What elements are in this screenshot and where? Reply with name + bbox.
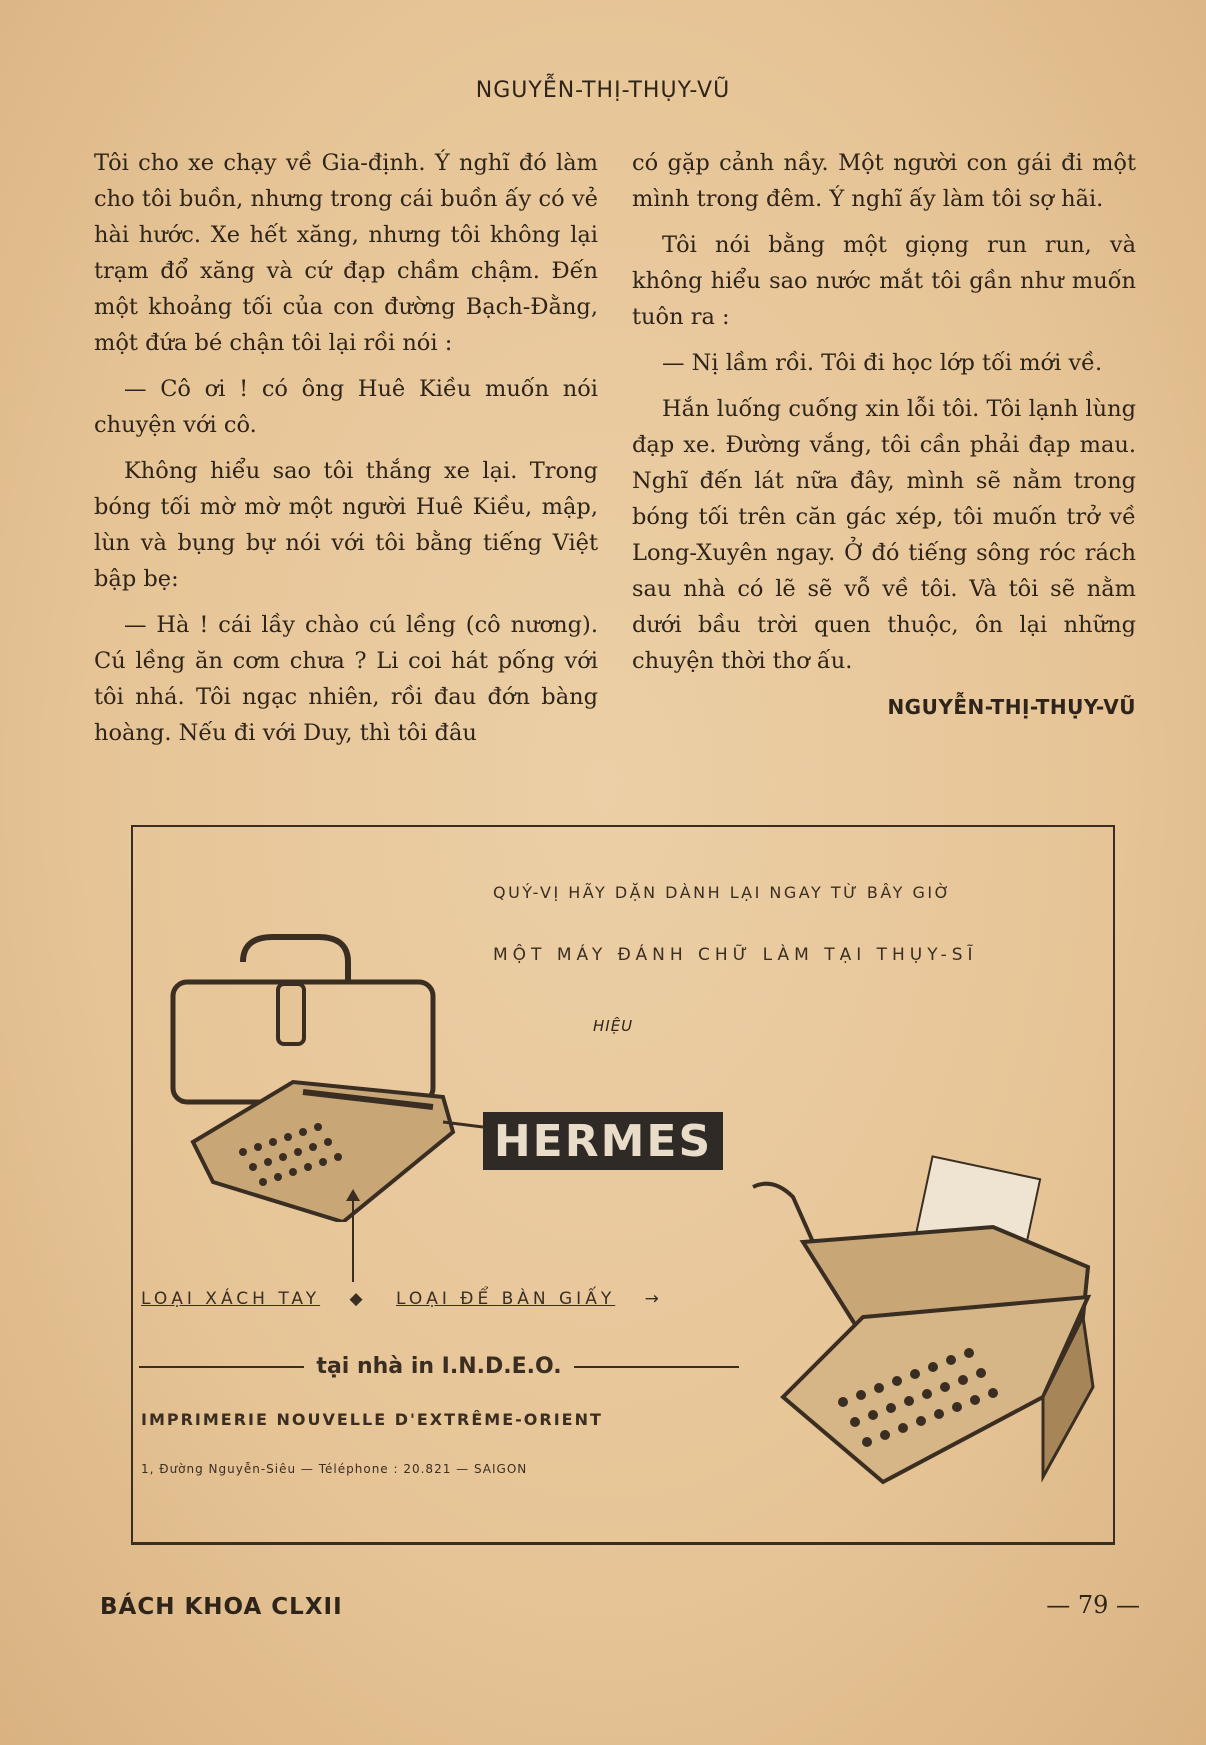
- divider: [139, 1366, 304, 1368]
- brand-label: HIỆU: [593, 1017, 634, 1035]
- ad-subheadline: MỘT MÁY ĐÁNH CHỮ LÀM TẠI THỤY-SĨ: [493, 945, 978, 965]
- article-right-column: [632, 145, 1136, 725]
- typewriter-advertisement: [131, 825, 1115, 1545]
- brand-logo: HERMES: [483, 1112, 723, 1170]
- paragraph: — Nị lầm rồi. Tôi đi học lớp tối mới về.: [662, 350, 1103, 376]
- desk-typewriter-icon: [743, 1147, 1103, 1487]
- typewriter-types: [141, 1289, 683, 1309]
- paragraph: Hắn luống cuống xin lỗi tôi. Tôi lạnh lùng đạp xe. Đường vắng, tôi cần phải đạp mau. Nghĩ đến lát nữa đây, mình sẽ nằm trong bóng tối trên căn gác xép, tôi muốn trở về Long-Xuyên ngay. Ở đó tiếng sông róc rách sau nhà có lẽ sẽ vỗ về tôi. Và tôi sẽ nằm dưới bầu trời quen thuộc, ôn lại những chuyện thời thơ ấu.: [632, 396, 1136, 674]
- arrow-up-icon: [343, 1187, 363, 1282]
- portable-typewriter-icon: [153, 922, 483, 1222]
- printer-line: [139, 1354, 739, 1379]
- type-portable: LOẠI XÁCH TAY: [141, 1289, 321, 1309]
- type-desk: LOẠI ĐỂ BÀN GIẤY: [395, 1289, 616, 1309]
- magazine-footer: BÁCH KHOA CLXII: [100, 1594, 343, 1620]
- printer-address: 1, Đường Nguyễn-Siêu — Téléphone : 20.821 — SAIGON: [141, 1462, 528, 1476]
- ad-headline: QUÝ-VỊ HÃY DẶN DÀNH LẠI NGAY TỪ BÂY GIỜ: [493, 883, 952, 902]
- paragraph: Không hiểu sao tôi thắng xe lại. Trong bóng tối mờ mờ một người Huê Kiều, mập, lùn và bụng bự nói với tôi bằng tiếng Việt bập bẹ:: [94, 458, 598, 592]
- separator-diamond-icon: ◆: [349, 1289, 367, 1309]
- paragraph: Tôi cho xe chạy về Gia-định. Ý nghĩ đó làm cho tôi buồn, nhưng trong cái buồn ấy có vẻ hài hước. Xe hết xăng, nhưng tôi không lại trạm đổ xăng và cứ đạp chầm chậm. Đến một khoảng tối của con đường Bạch-Đằng, một đứa bé chận tôi lại rồi nói :: [94, 150, 598, 356]
- arrow-right-icon: →: [644, 1289, 663, 1309]
- running-title: NGUYỄN-THỊ-THỤY-VŨ: [475, 78, 731, 103]
- printer-name: tại nhà in I.N.D.E.O.: [316, 1354, 562, 1379]
- paragraph: Tôi nói bằng một giọng run run, và không hiểu sao nước mắt tôi gần như muốn tuôn ra :: [632, 232, 1136, 330]
- author-signature: NGUYỄN-THỊ-THỤY-VŨ: [887, 695, 1136, 719]
- page-number: — 79 —: [1046, 1591, 1140, 1619]
- divider: [574, 1366, 739, 1368]
- paragraph: có gặp cảnh nầy. Một người con gái đi một mình trong đêm. Ý nghĩ ấy làm tôi sợ hãi.: [632, 150, 1136, 212]
- paragraph: — Cô ơi ! có ông Huê Kiều muốn nói chuyện với cô.: [94, 376, 598, 438]
- imprimerie-name: IMPRIMERIE NOUVELLE D'EXTRÊME-ORIENT: [141, 1410, 603, 1429]
- paragraph: — Hà ! cái lầy chào cú lềng (cô nương). Cú lềng ăn cơm chưa ? Li coi hát pống với tôi nhá. Tôi ngạc nhiên, rồi đau đớn bàng hoàng. Nếu đi với Duy, thì tôi đâu: [94, 612, 598, 746]
- article-left-column: [94, 145, 598, 761]
